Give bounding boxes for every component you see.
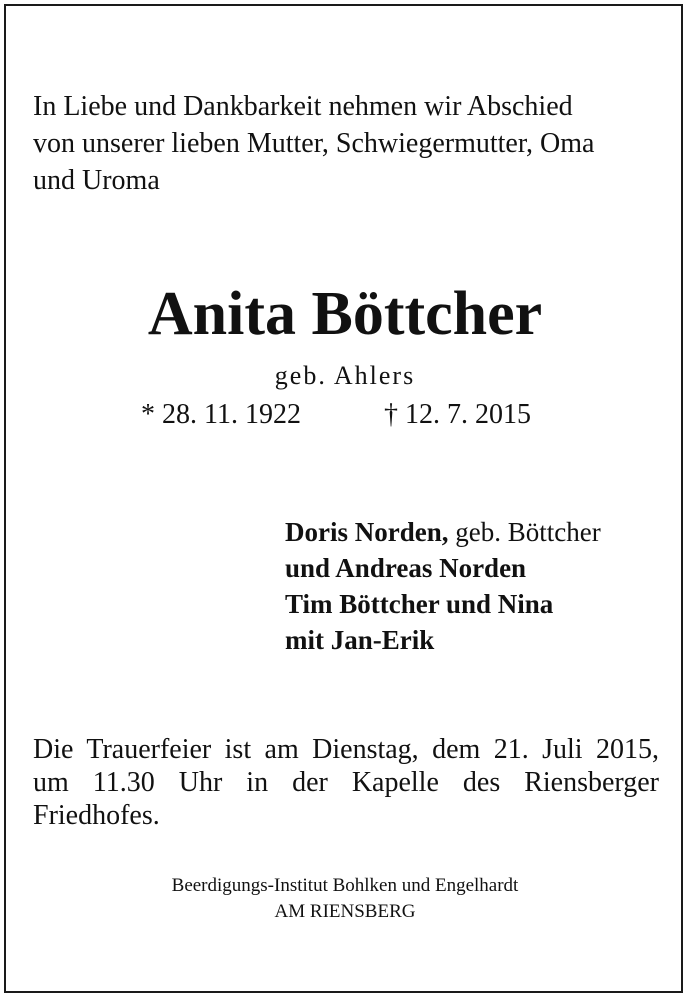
deceased-name: Anita Böttcher [147, 280, 543, 348]
service-line-3: Friedhofes. [33, 800, 160, 831]
mourner-name-doris: Doris Norden, [285, 517, 449, 547]
mourner-line-2: und Andreas Norden [285, 553, 527, 583]
service-info [33, 733, 659, 832]
death-date: † 12. 7. 2015 [384, 399, 531, 430]
birth-date: * 28. 11. 1922 [141, 399, 301, 430]
service-line-2: um 11.30 Uhr in der Kapelle des Riensberger [33, 767, 659, 798]
intro-text [33, 88, 663, 199]
mourner-line-3: Tim Böttcher und Nina [285, 589, 554, 619]
intro-line-1: In Liebe und Dankbarkeit nehmen wir Abschied [33, 91, 573, 122]
funeral-home-location: AM RIENSBERG [274, 901, 416, 922]
maiden-name: geb. Ahlers [274, 361, 416, 390]
funeral-home [0, 873, 690, 925]
funeral-home-name: Beerdigungs-Institut Bohlken und Engelhardt [171, 875, 519, 896]
intro-line-3: und Uroma [33, 165, 160, 196]
service-line-1: Die Trauerfeier ist am Dienstag, dem 21. Juli 2015, [33, 734, 659, 765]
mourner-line-4: mit Jan-Erik [285, 625, 435, 655]
intro-line-2: von unserer lieben Mutter, Schwiegermutter, Oma [33, 128, 595, 159]
mourners-list [285, 514, 601, 658]
mourner-maiden-note: geb. Böttcher [448, 517, 601, 547]
mourner-line-1 [285, 514, 601, 550]
